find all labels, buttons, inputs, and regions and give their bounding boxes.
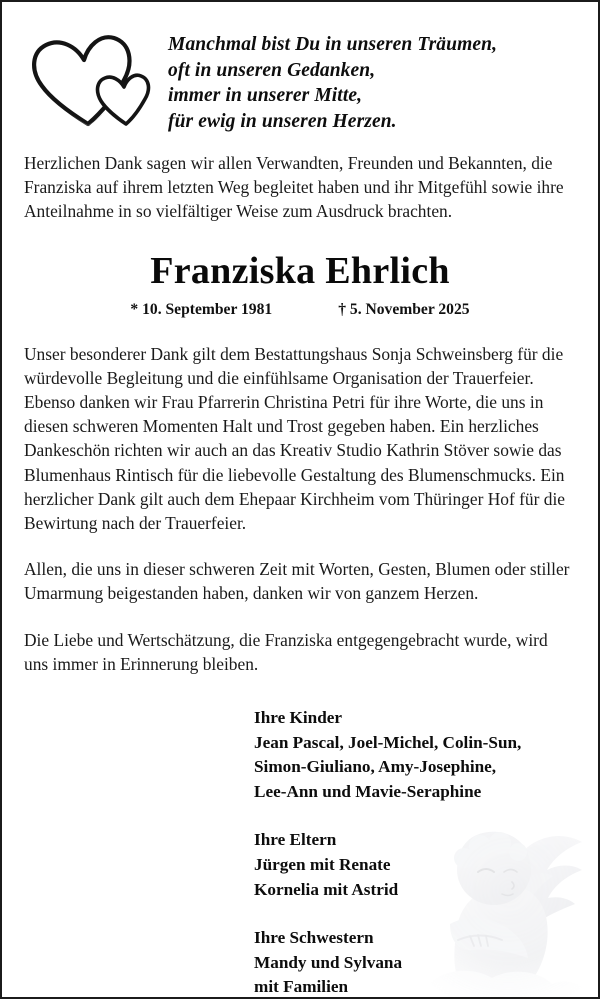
family-group-sisters [254,926,598,999]
memorial-poem [168,24,497,134]
children-title: Ihre Kinder [254,708,343,728]
parents-line-2: Kornelia mit Astrid [254,879,399,899]
parents-title: Ihre Eltern [254,830,337,850]
children-line-3: Lee-Ann und Mavie-Seraphine [254,781,482,801]
sisters-line-2: mit Familien [254,977,349,997]
body-content-lower [2,342,598,676]
poem-line-1: Manchmal bist Du in unseren Träumen, [168,34,498,55]
memory-paragraph: Die Liebe und Wertschätzung, die Franziska entgegengebracht wurde, wird uns immer in Erinnerung bleiben. [24,629,548,674]
support-paragraph: Allen, die uns in dieser schweren Zeit mit Worten, Gesten, Blumen oder stiller Umarmung beigestanden haben, danken wir von ganzem Herzen. [24,559,570,604]
sisters-title: Ihre Schwestern [254,928,374,948]
family-group-children [254,706,598,804]
poem-line-2: oft in unseren Gedanken, [168,59,376,81]
parents-line-1: Jürgen mit Renate [254,855,391,875]
body-content [2,151,598,224]
poem-line-3: immer in unserer Mitte, [168,85,363,106]
poem-line-4: für ewig in unseren Herzen. [168,110,397,132]
children-line-2: Simon-Giuliano, Amy-Josephine, [254,757,497,777]
header [2,2,598,136]
deceased-name-block [2,250,598,319]
thanks-paragraph: Unser besonderer Dank gilt dem Bestattungshaus Sonja Schweinsberg für die würdevolle Begleitung und die einfühlsame Organisation der Trauerfeier. Ebenso danken wir Frau Pfarrerin Christina Petri für ihre Worte, die uns in diesen schweren Momenten Halt und Trost gegeben haben. Ein herzliches Dankeschön richten wir auch an das Kreativ Studio Kathrin Stöver sowie das Blumenhaus Rintisch für die liebevolle Gestaltung des Blumenschmucks. Ein herzlicher Dank gilt auch dem Ehepaar Kirchheim vom Thüringer Hof für die Bewirtung nach der Trauerfeier. [24,343,566,534]
life-dates [2,301,598,319]
sisters-line-1: Mandy und Sylvana [254,952,403,972]
intro-paragraph: Herzlichen Dank sagen wir allen Verwandten, Freunden und Bekannten, die Franziska auf ihrem letzten Weg begleitet haben und ihr Mitgefühl sowie ihre Anteilnahme in so vielfältiger Weise zum Ausdruck brachten. [24,153,564,222]
family-signature-block [2,706,598,999]
two-hearts-icon [18,24,158,136]
birth-date: * 10. September 1981 [130,300,273,318]
family-group-parents [254,828,598,902]
deceased-name: Franziska Ehrlich [150,249,450,292]
children-line-1: Jean Pascal, Joel-Michel, Colin-Sun, [254,732,522,752]
death-date: † 5. November 2025 [338,300,470,318]
